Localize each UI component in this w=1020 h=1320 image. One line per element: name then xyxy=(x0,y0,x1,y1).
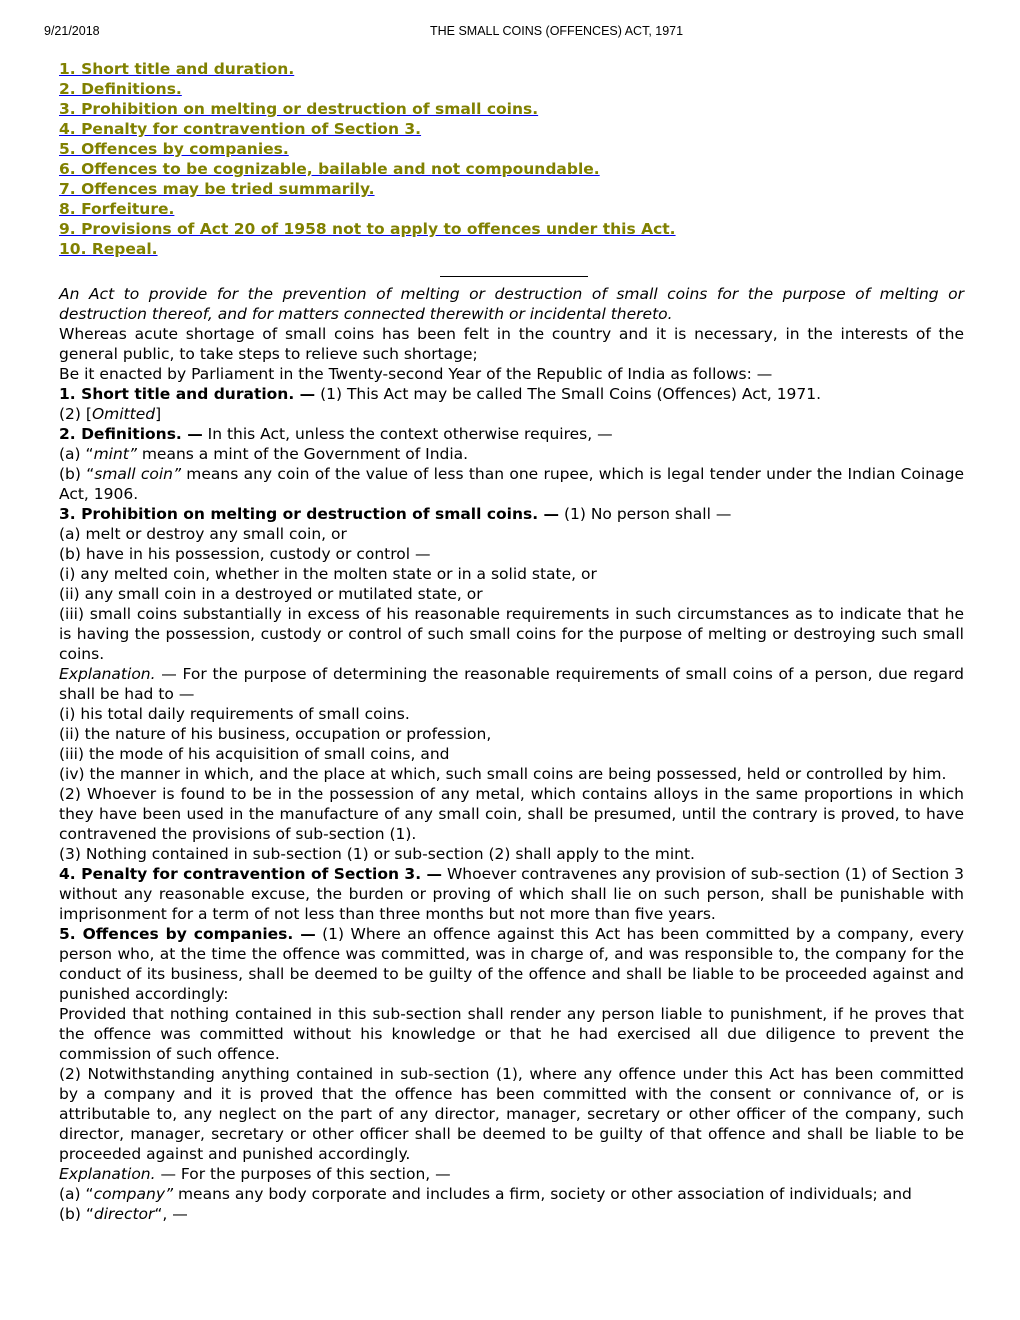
text-run: (2) Whoever is found to be in the possession of any metal, which contains alloys in the same proportions in which they have been used in the manufacture of any small coin, shall be presumed, until the contrary is proved, to have contravened the provisions of sub-section (1). xyxy=(59,785,964,843)
italic-text: Omitted xyxy=(91,405,156,423)
print-date: 9/21/2018 xyxy=(44,24,100,38)
italic-text: director xyxy=(93,1205,155,1223)
text-run: (2) [ xyxy=(59,405,92,423)
paragraph xyxy=(59,384,964,404)
paragraph xyxy=(59,584,964,604)
text-run: (iv) the manner in which, and the place at which, such small coins are being possessed, held or controlled by him. xyxy=(59,765,947,783)
paragraph xyxy=(59,564,964,584)
paragraph xyxy=(59,744,964,764)
act-text xyxy=(59,284,964,1224)
paragraph xyxy=(59,444,964,464)
text-run: — For the purposes of this section, — xyxy=(155,1165,451,1183)
paragraph xyxy=(59,764,964,784)
text-run: (i) his total daily requirements of small coins. xyxy=(59,705,410,723)
toc-link-section-4[interactable]: 4. Penalty for contravention of Section 3. xyxy=(59,120,422,138)
paragraph xyxy=(59,604,964,664)
paragraph xyxy=(59,664,964,704)
toc-link-section-2[interactable]: 2. Definitions. xyxy=(59,80,182,98)
text-run: (i) any melted coin, whether in the molten state or in a solid state, or xyxy=(59,565,597,583)
text-run: (1) Where an offence against this Act has been committed by a company, every person who, at the time the offence was committed, was in charge of, and was responsible to, the company for the conduct of its business, shall be deemed to be guilty of the offence and shall be liable to be proceeded against and punished accordingly: xyxy=(59,925,964,1003)
section-heading: 4. Penalty for contravention of Section 3. — xyxy=(59,865,443,883)
text-run: (iii) the mode of his acquisition of small coins, and xyxy=(59,745,450,763)
paragraph xyxy=(59,704,964,724)
text-run: — For the purpose of determining the reasonable requirements of small coins of a person, due regard shall be had to — xyxy=(59,665,964,703)
text-run: Whoever contravenes any provision of sub-section (1) of Section 3 without any reasonable excuse, the burden or proving of which shall lie on such person, shall be punishable with imprisonment for a term of not less than three months but not more than five years. xyxy=(59,865,964,923)
toc-link-section-6[interactable]: 6. Offences to be cognizable, bailable and not compoundable. xyxy=(59,160,600,178)
text-run: (b) have in his possession, custody or control — xyxy=(59,545,431,563)
text-run: (ii) any small coin in a destroyed or mutilated state, or xyxy=(59,585,483,603)
italic-text: company” xyxy=(93,1185,174,1203)
toc-link-section-3[interactable]: 3. Prohibition on melting or destruction of small coins. xyxy=(59,100,539,118)
divider xyxy=(440,276,588,277)
paragraph xyxy=(59,544,964,564)
paragraph xyxy=(59,424,964,444)
toc-link-section-9[interactable]: 9. Provisions of Act 20 of 1958 not to apply to offences under this Act. xyxy=(59,220,676,238)
italic-text: small coin” xyxy=(94,465,181,483)
text-run: (a) “ xyxy=(59,445,94,463)
paragraph xyxy=(59,464,964,504)
paragraph xyxy=(59,1204,964,1224)
text-run: “, — xyxy=(154,1205,188,1223)
italic-text: An Act to provide for the prevention of melting or destruction of small coins for the purpose of melting or destruction thereof, and for matters connected therewith or incidental thereto. xyxy=(59,285,964,323)
paragraph xyxy=(59,924,964,1004)
text-run: Provided that nothing contained in this sub-section shall render any person liable to punishment, if he proves that the offence was committed without his knowledge or that he had exercised all due diligence to prevent the commission of such offence. xyxy=(59,1005,964,1063)
section-heading: 1. Short title and duration. — xyxy=(59,385,316,403)
text-run: (b) “ xyxy=(59,1205,94,1223)
text-run: means any body corporate and includes a firm, society or other association of individuals; and xyxy=(173,1185,912,1203)
paragraph xyxy=(59,724,964,744)
italic-text: Explanation. xyxy=(59,1165,156,1183)
text-run: (3) Nothing contained in sub-section (1) or sub-section (2) shall apply to the mint. xyxy=(59,845,695,863)
italic-text: Explanation. xyxy=(59,665,156,683)
toc-link-section-10[interactable]: 10. Repeal. xyxy=(59,240,158,258)
italic-text: mint” xyxy=(93,445,137,463)
paragraph xyxy=(59,504,964,524)
paragraph xyxy=(59,844,964,864)
text-run: means any coin of the value of less than one rupee, which is legal tender under the Indian Coinage Act, 1906. xyxy=(59,465,964,503)
text-run: Whereas acute shortage of small coins has been felt in the country and it is necessary, in the interests of the general public, to take steps to relieve such shortage; xyxy=(59,325,964,363)
toc-link-section-5[interactable]: 5. Offences by companies. xyxy=(59,140,289,158)
text-run: (iii) small coins substantially in excess of his reasonable requirements in such circumstances as to indicate that he is having the possession, custody or control of such small coins for the purpose of melting or destroying such small coins. xyxy=(59,605,964,663)
text-run: (1) This Act may be called The Small Coins (Offences) Act, 1971. xyxy=(315,385,822,403)
paragraph xyxy=(59,284,964,324)
toc-link-section-1[interactable]: 1. Short title and duration. xyxy=(59,60,295,78)
section-heading: 5. Offences by companies. — xyxy=(59,925,316,943)
section-heading: 2. Definitions. — xyxy=(59,425,203,443)
text-run: means a mint of the Government of India. xyxy=(136,445,469,463)
paragraph xyxy=(59,784,964,844)
toc-link-section-8[interactable]: 8. Forfeiture. xyxy=(59,200,175,218)
paragraph xyxy=(59,524,964,544)
text-run: Be it enacted by Parliament in the Twenty-second Year of the Republic of India as follows: — xyxy=(59,365,773,383)
section-heading: 3. Prohibition on melting or destruction of small coins. — xyxy=(59,505,560,523)
paragraph xyxy=(59,1004,964,1064)
text-run: In this Act, unless the context otherwise requires, — xyxy=(202,425,613,443)
text-run: (2) Notwithstanding anything contained in sub-section (1), where any offence under this Act has been committed by a company and it is proved that the offence has been committed with the consent or connivance of, or is attributable to, any neglect on the part of any director, manager, secretary or other officer of the company, such director, manager, secretary or other officer shall be deemed to be guilty of that offence and shall be liable to be proceeded against and punished accordingly. xyxy=(59,1065,964,1163)
text-run: ] xyxy=(155,405,162,423)
paragraph xyxy=(59,404,964,424)
paragraph xyxy=(59,364,964,384)
toc-link-section-7[interactable]: 7. Offences may be tried summarily. xyxy=(59,180,375,198)
page-header-title: THE SMALL COINS (OFFENCES) ACT, 1971 xyxy=(430,24,684,38)
paragraph xyxy=(59,1164,964,1184)
text-run: (a) melt or destroy any small coin, or xyxy=(59,525,347,543)
text-run: (ii) the nature of his business, occupation or profession, xyxy=(59,725,492,743)
text-run: (a) “ xyxy=(59,1185,94,1203)
text-run: (b) “ xyxy=(59,465,95,483)
text-run: (1) No person shall — xyxy=(559,505,732,523)
paragraph xyxy=(59,1064,964,1164)
table-of-contents xyxy=(59,59,676,259)
paragraph xyxy=(59,864,964,924)
paragraph xyxy=(59,1184,964,1204)
paragraph xyxy=(59,324,964,364)
